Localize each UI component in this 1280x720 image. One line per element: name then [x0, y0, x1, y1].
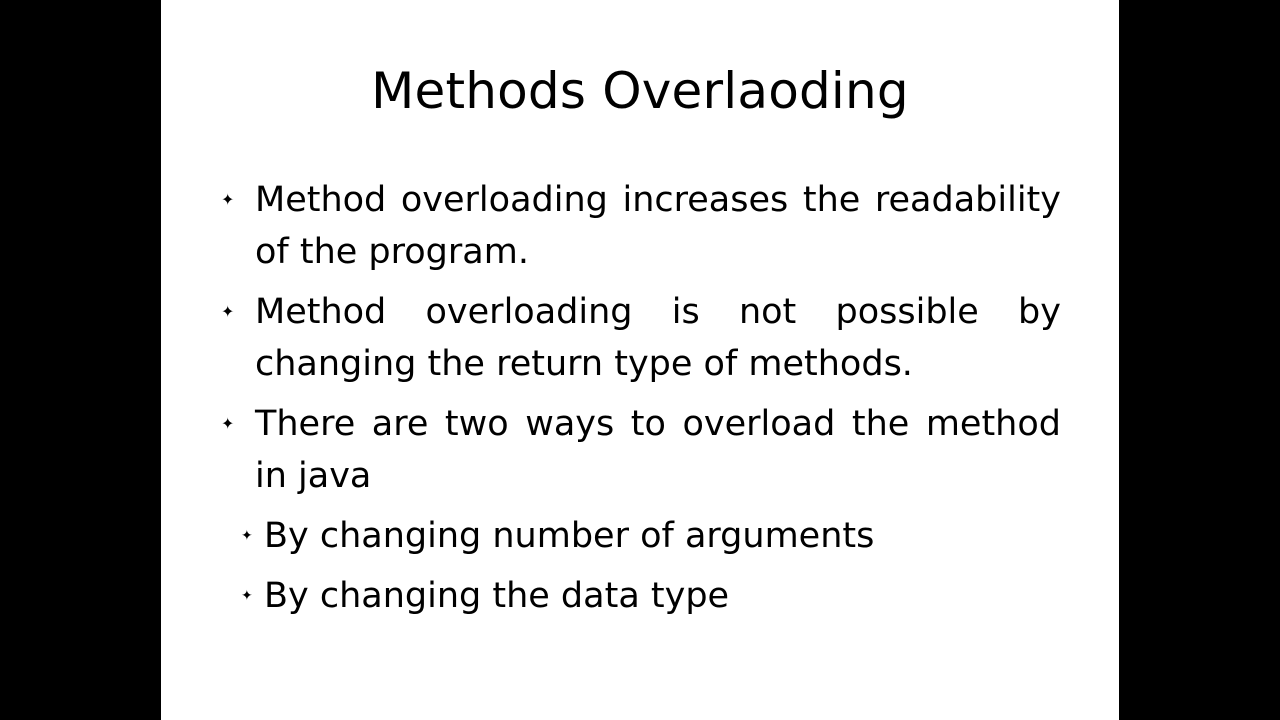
- sub-bullet-text: By changing number of arguments: [264, 516, 875, 556]
- bullet-diamond-icon: ✦: [241, 588, 253, 604]
- bullet-text: Method overloading increases the readability of the program.: [255, 180, 1061, 272]
- bullet-item: [221, 286, 1061, 390]
- bullet-diamond-icon: ✦: [221, 190, 235, 209]
- bullet-text: Method overloading is not possible by changing the return type of methods.: [255, 292, 1061, 384]
- bullet-text: There are two ways to overload the method in java: [255, 404, 1061, 496]
- slide-title: Methods Overlaoding: [371, 62, 909, 120]
- bullet-diamond-icon: ✦: [241, 528, 253, 544]
- bullet-item: [221, 174, 1061, 278]
- bullet-diamond-icon: ✦: [221, 414, 235, 433]
- bullet-list: [221, 174, 1061, 630]
- sub-bullet-text: By changing the data type: [264, 576, 730, 616]
- bullet-item: [221, 398, 1061, 502]
- presentation-slide: [161, 0, 1119, 720]
- sub-bullet-item: [241, 510, 1061, 562]
- bullet-diamond-icon: ✦: [221, 302, 235, 321]
- sub-bullet-item: [241, 570, 1061, 622]
